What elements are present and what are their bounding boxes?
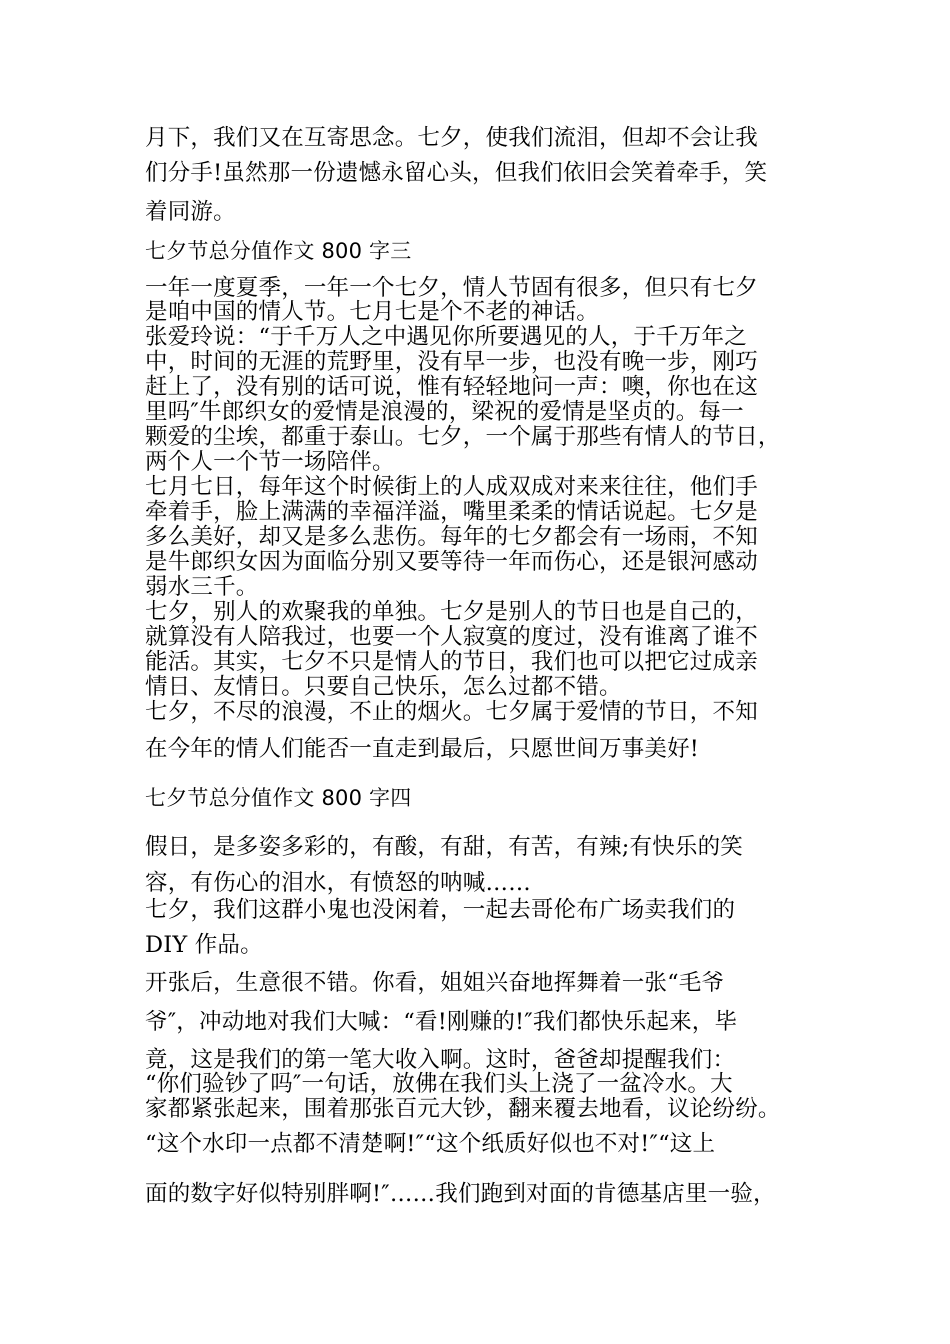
paragraph-line: 弱水三千。 xyxy=(145,574,259,600)
paragraph-line: 情日、友情日。只要自己快乐，怎么过都不错。 xyxy=(145,674,622,700)
paragraph-line: 家都紧张起来，围着那张百元大钞，翻来覆去地看，议论纷纷。 xyxy=(145,1096,781,1122)
paragraph-line: 七夕，我们这群小鬼也没闲着，一起去哥伦布广场卖我们的 xyxy=(145,897,736,923)
paragraph-line: 能活。其实，七夕不只是情人的节日，我们也可以把它过成亲 xyxy=(145,649,758,675)
paragraph-line: “你们验钞了吗″一句话，放佛在我们头上浇了一盆冷水。大 xyxy=(145,1071,733,1097)
paragraph-line: 里吗″牛郎织女的爱情是浪漫的，梁祝的爱情是坚贞的。每一 xyxy=(145,399,744,425)
paragraph-line: 假日，是多姿多彩的，有酸，有甜，有苦，有辣;有快乐的笑 xyxy=(145,834,743,860)
paragraph-line: “这个水印一点都不清楚啊!″“这个纸质好似也不对!″“这上 xyxy=(145,1131,716,1157)
paragraph-line: 是牛郎织女因为面临分别又要等待一年而伤心，还是银河感动 xyxy=(145,549,758,575)
paragraph-line: 容，有伤心的泪水，有愤怒的呐喊…… xyxy=(145,870,531,896)
paragraph-line: 七夕，别人的欢聚我的单独。七夕是别人的节日也是自己的， xyxy=(145,599,758,625)
paragraph-line: 一年一度夏季，一年一个七夕，情人节固有很多，但只有七夕 xyxy=(145,275,758,301)
paragraph-line: 竟，这是我们的第一笔大收入啊。这时，爸爸却提醒我们： xyxy=(145,1047,736,1073)
paragraph-line: 着同游。 xyxy=(145,199,236,225)
paragraph-line: 两个人一个节一场陪伴。 xyxy=(145,449,395,475)
paragraph-line: 牵着手，脸上满满的幸福洋溢，嘴里柔柔的情话说起。七夕是 xyxy=(145,499,758,525)
section-heading: 七夕节总分值作文 800 字三 xyxy=(145,239,412,263)
paragraph-line: 在今年的情人们能否一直走到最后，只愿世间万事美好! xyxy=(145,736,700,762)
paragraph-line: 赶上了，没有别的话可说，惟有轻轻地问一声：噢，你也在这 xyxy=(145,374,758,400)
paragraph-line: 中，时间的无涯的荒野里，没有早一步，也没有晚一步，刚巧 xyxy=(145,349,758,375)
paragraph-line: 开张后，生意很不错。你看，姐姐兴奋地挥舞着一张“毛爷 xyxy=(145,970,725,996)
paragraph-line: 七夕，不尽的浪漫，不止的烟火。七夕属于爱情的节日，不知 xyxy=(145,699,758,725)
paragraph-line: DIY 作品。 xyxy=(145,932,263,958)
paragraph-line: 张爱玲说：“于千万人之中遇见你所要遇见的人，于千万年之 xyxy=(145,324,747,350)
paragraph-line: 爷″，冲动地对我们大喊：“看!刚赚的!″我们都快乐起来，毕 xyxy=(145,1009,738,1035)
paragraph-line: 就算没有人陪我过，也要一个人寂寞的度过，没有谁离了谁不 xyxy=(145,624,758,650)
paragraph-line: 面的数字好似特别胖啊!″……我们跑到对面的肯德基店里一验， xyxy=(145,1181,776,1207)
paragraph-line: 颗爱的尘埃，都重于泰山。七夕，一个属于那些有情人的节日， xyxy=(145,424,781,450)
paragraph-line: 多么美好，却又是多么悲伤。每年的七夕都会有一场雨，不知 xyxy=(145,524,758,550)
paragraph-line: 月下，我们又在互寄思念。七夕，使我们流泪，但却不会让我 xyxy=(145,125,758,151)
paragraph-line: 是咱中国的情人节。七月七是个不老的神话。 xyxy=(145,299,600,325)
paragraph-line: 七月七日，每年这个时候街上的人成双成对来来往往，他们手 xyxy=(145,474,758,500)
section-heading: 七夕节总分值作文 800 字四 xyxy=(145,786,412,810)
paragraph-line: 们分手!虽然那一份遗憾永留心头，但我们依旧会笑着牵手，笑 xyxy=(145,160,768,186)
